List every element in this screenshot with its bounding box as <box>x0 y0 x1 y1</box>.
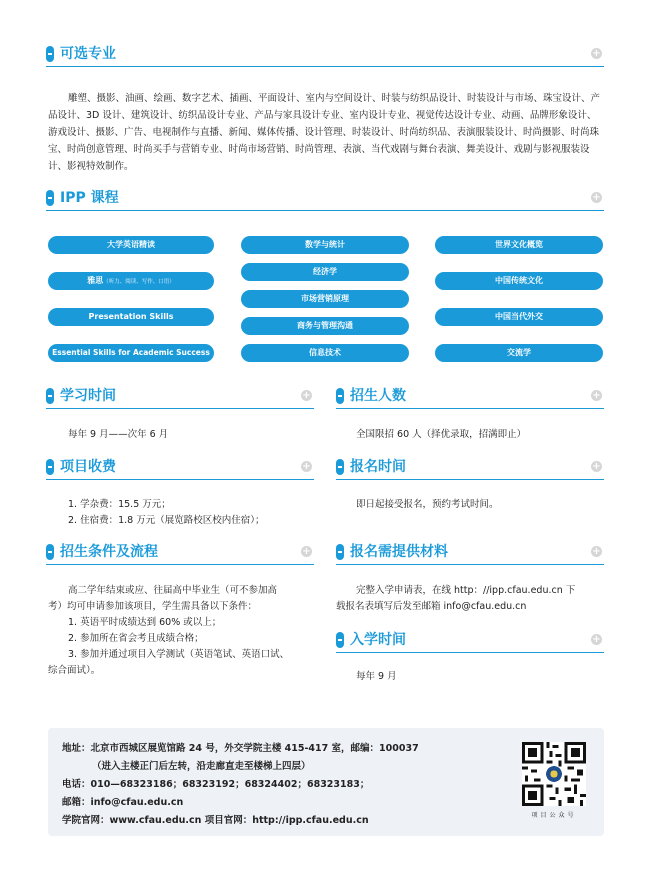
course-label: 大学英语精读 <box>107 240 155 249</box>
section-marker-icon <box>46 388 54 404</box>
section-marker-icon <box>46 544 54 560</box>
contact-address: 地址：北京市西城区展览馆路 24 号，外交学院主楼 415-417 室，邮编：100037 <box>62 743 419 754</box>
contact-phone: 电话：010—68323186；68323192；68324402；68323183； <box>62 779 370 790</box>
contact-email[interactable]: 邮箱：info@cfau.edu.cn <box>62 797 184 808</box>
enrollment-text: 全国限招 60 人（择优录取，招满即止） <box>356 429 527 440</box>
course-label: 雅思 <box>87 276 104 285</box>
course-pill: 市场营销原理 <box>241 290 409 308</box>
course-pill: 交流学 <box>435 344 603 362</box>
section-title: 报名时间 <box>350 459 406 475</box>
conditions-line: 考）均可申请参加该项目，学生需具备以下条件： <box>48 601 258 612</box>
section-study-time-header <box>46 386 314 409</box>
contact-address-note: （进入主楼正门后左转，沿走廊直走至楼梯上四层） <box>92 761 311 772</box>
section-title: 项目收费 <box>60 459 116 475</box>
materials-line: 完整入学申请表，在线 http：//ipp.cfau.edu.cn 下 <box>356 585 576 596</box>
expand-plus-icon[interactable]: + <box>592 390 601 401</box>
section-title: 报名需提供材料 <box>350 544 448 560</box>
section-marker-icon <box>336 388 344 404</box>
section-marker-icon <box>46 190 54 206</box>
fees-line: 2. 住宿费：1.8 万元（展览路校区校内住宿）； <box>68 515 265 526</box>
conditions-line: 3. 参加并通过项目入学测试（英语笔试、英语口试、 <box>68 649 290 660</box>
section-title: 学习时间 <box>60 388 116 404</box>
course-pill: 世界文化概览 <box>435 236 603 254</box>
section-title: 招生人数 <box>350 388 406 404</box>
section-conditions-header <box>46 542 314 565</box>
expand-plus-icon[interactable]: + <box>302 461 311 472</box>
course-pill: 商务与管理沟通 <box>241 317 409 335</box>
course-pill: 经济学 <box>241 263 409 281</box>
qr-caption: 项目公众号 <box>531 812 577 819</box>
section-title: 招生条件及流程 <box>60 544 158 560</box>
section-title: 入学时间 <box>350 632 406 648</box>
conditions-line: 综合面试）。 <box>48 665 101 676</box>
course-pill: 中国当代外交 <box>435 308 603 326</box>
course-label: Presentation Skills <box>88 312 174 321</box>
section-marker-icon <box>336 632 344 648</box>
course-pill <box>48 236 214 254</box>
section-title: IPP 课程 <box>60 190 119 206</box>
expand-plus-icon[interactable]: + <box>592 192 601 203</box>
section-ipp-header <box>46 188 604 211</box>
contact-website[interactable]: 学院官网：www.cfau.edu.cn 项目官网：http://ipp.cfau.edu.cn <box>62 815 369 826</box>
fees-line: 1. 学杂费：15.5 万元； <box>68 499 171 510</box>
section-title: 可选专业 <box>60 46 116 62</box>
course-pill: 信息技术 <box>241 344 409 362</box>
section-marker-icon <box>46 46 54 62</box>
course-pill: 中国传统文化 <box>435 272 603 290</box>
course-label: Essential Skills for Academic Success <box>52 348 210 357</box>
apply-time-text: 即日起接受报名，预约考试时间。 <box>356 499 499 510</box>
conditions-line: 2. 参加所在省会考且成绩合格； <box>68 633 204 644</box>
section-fees-header <box>46 457 314 480</box>
course-pill <box>48 344 214 362</box>
section-marker-icon <box>336 544 344 560</box>
section-enrollment-header <box>336 386 604 409</box>
study-time-text: 每年 9 月——次年 6 月 <box>68 429 169 440</box>
conditions-line: 高二学年结束或应、往届高中毕业生（可不参加高 <box>68 585 278 596</box>
expand-plus-icon[interactable]: + <box>592 461 601 472</box>
section-marker-icon <box>46 459 54 475</box>
section-entry-time-header <box>336 630 604 653</box>
qr-code-icon <box>522 742 586 806</box>
expand-plus-icon[interactable]: + <box>302 546 311 557</box>
expand-plus-icon[interactable]: + <box>592 634 601 645</box>
contact-box <box>48 728 604 836</box>
expand-plus-icon[interactable]: + <box>302 390 311 401</box>
conditions-line: 1. 英语平时成绩达到 60% 或以上； <box>68 617 222 628</box>
section-materials-header <box>336 542 604 565</box>
section-apply-time-header <box>336 457 604 480</box>
expand-plus-icon[interactable]: + <box>592 546 601 557</box>
course-pill <box>48 272 214 290</box>
expand-plus-icon[interactable]: + <box>592 48 601 59</box>
materials-line: 载报名表填写后发至邮箱 info@cfau.edu.cn <box>336 601 527 612</box>
entry-time-text: 每年 9 月 <box>356 671 397 682</box>
course-pill <box>48 308 214 326</box>
course-pill: 数学与统计 <box>241 236 409 254</box>
section-marker-icon <box>336 459 344 475</box>
section-majors-header <box>46 44 604 67</box>
course-sub-label: （听力、阅读、写作、口语） <box>103 279 175 285</box>
majors-text: 雕塑、摄影、油画、绘画、数字艺术、插画、平面设计、室内与空间设计、时装与纺织品设计、时装设计与市场、珠宝设计、产品设计、3D 设计、建筑设计、纺织品设计专业、产品与家具设计专业、室内设计专业、视觉传达设计专业、动画、品牌形象设计、游戏设计、摄影、广告、电视制作与直播、新闻、媒体传播、设计管理、时装设计、时尚纺织品、表演服装设计、时尚摄影、时尚珠宝、时尚创意管理、时尚买手与营销专业、时尚市场营销、时尚管理、表演、当代戏剧与舞台表演、舞美设计、戏剧与影视服装设计、影视特效制作。 <box>48 93 601 172</box>
